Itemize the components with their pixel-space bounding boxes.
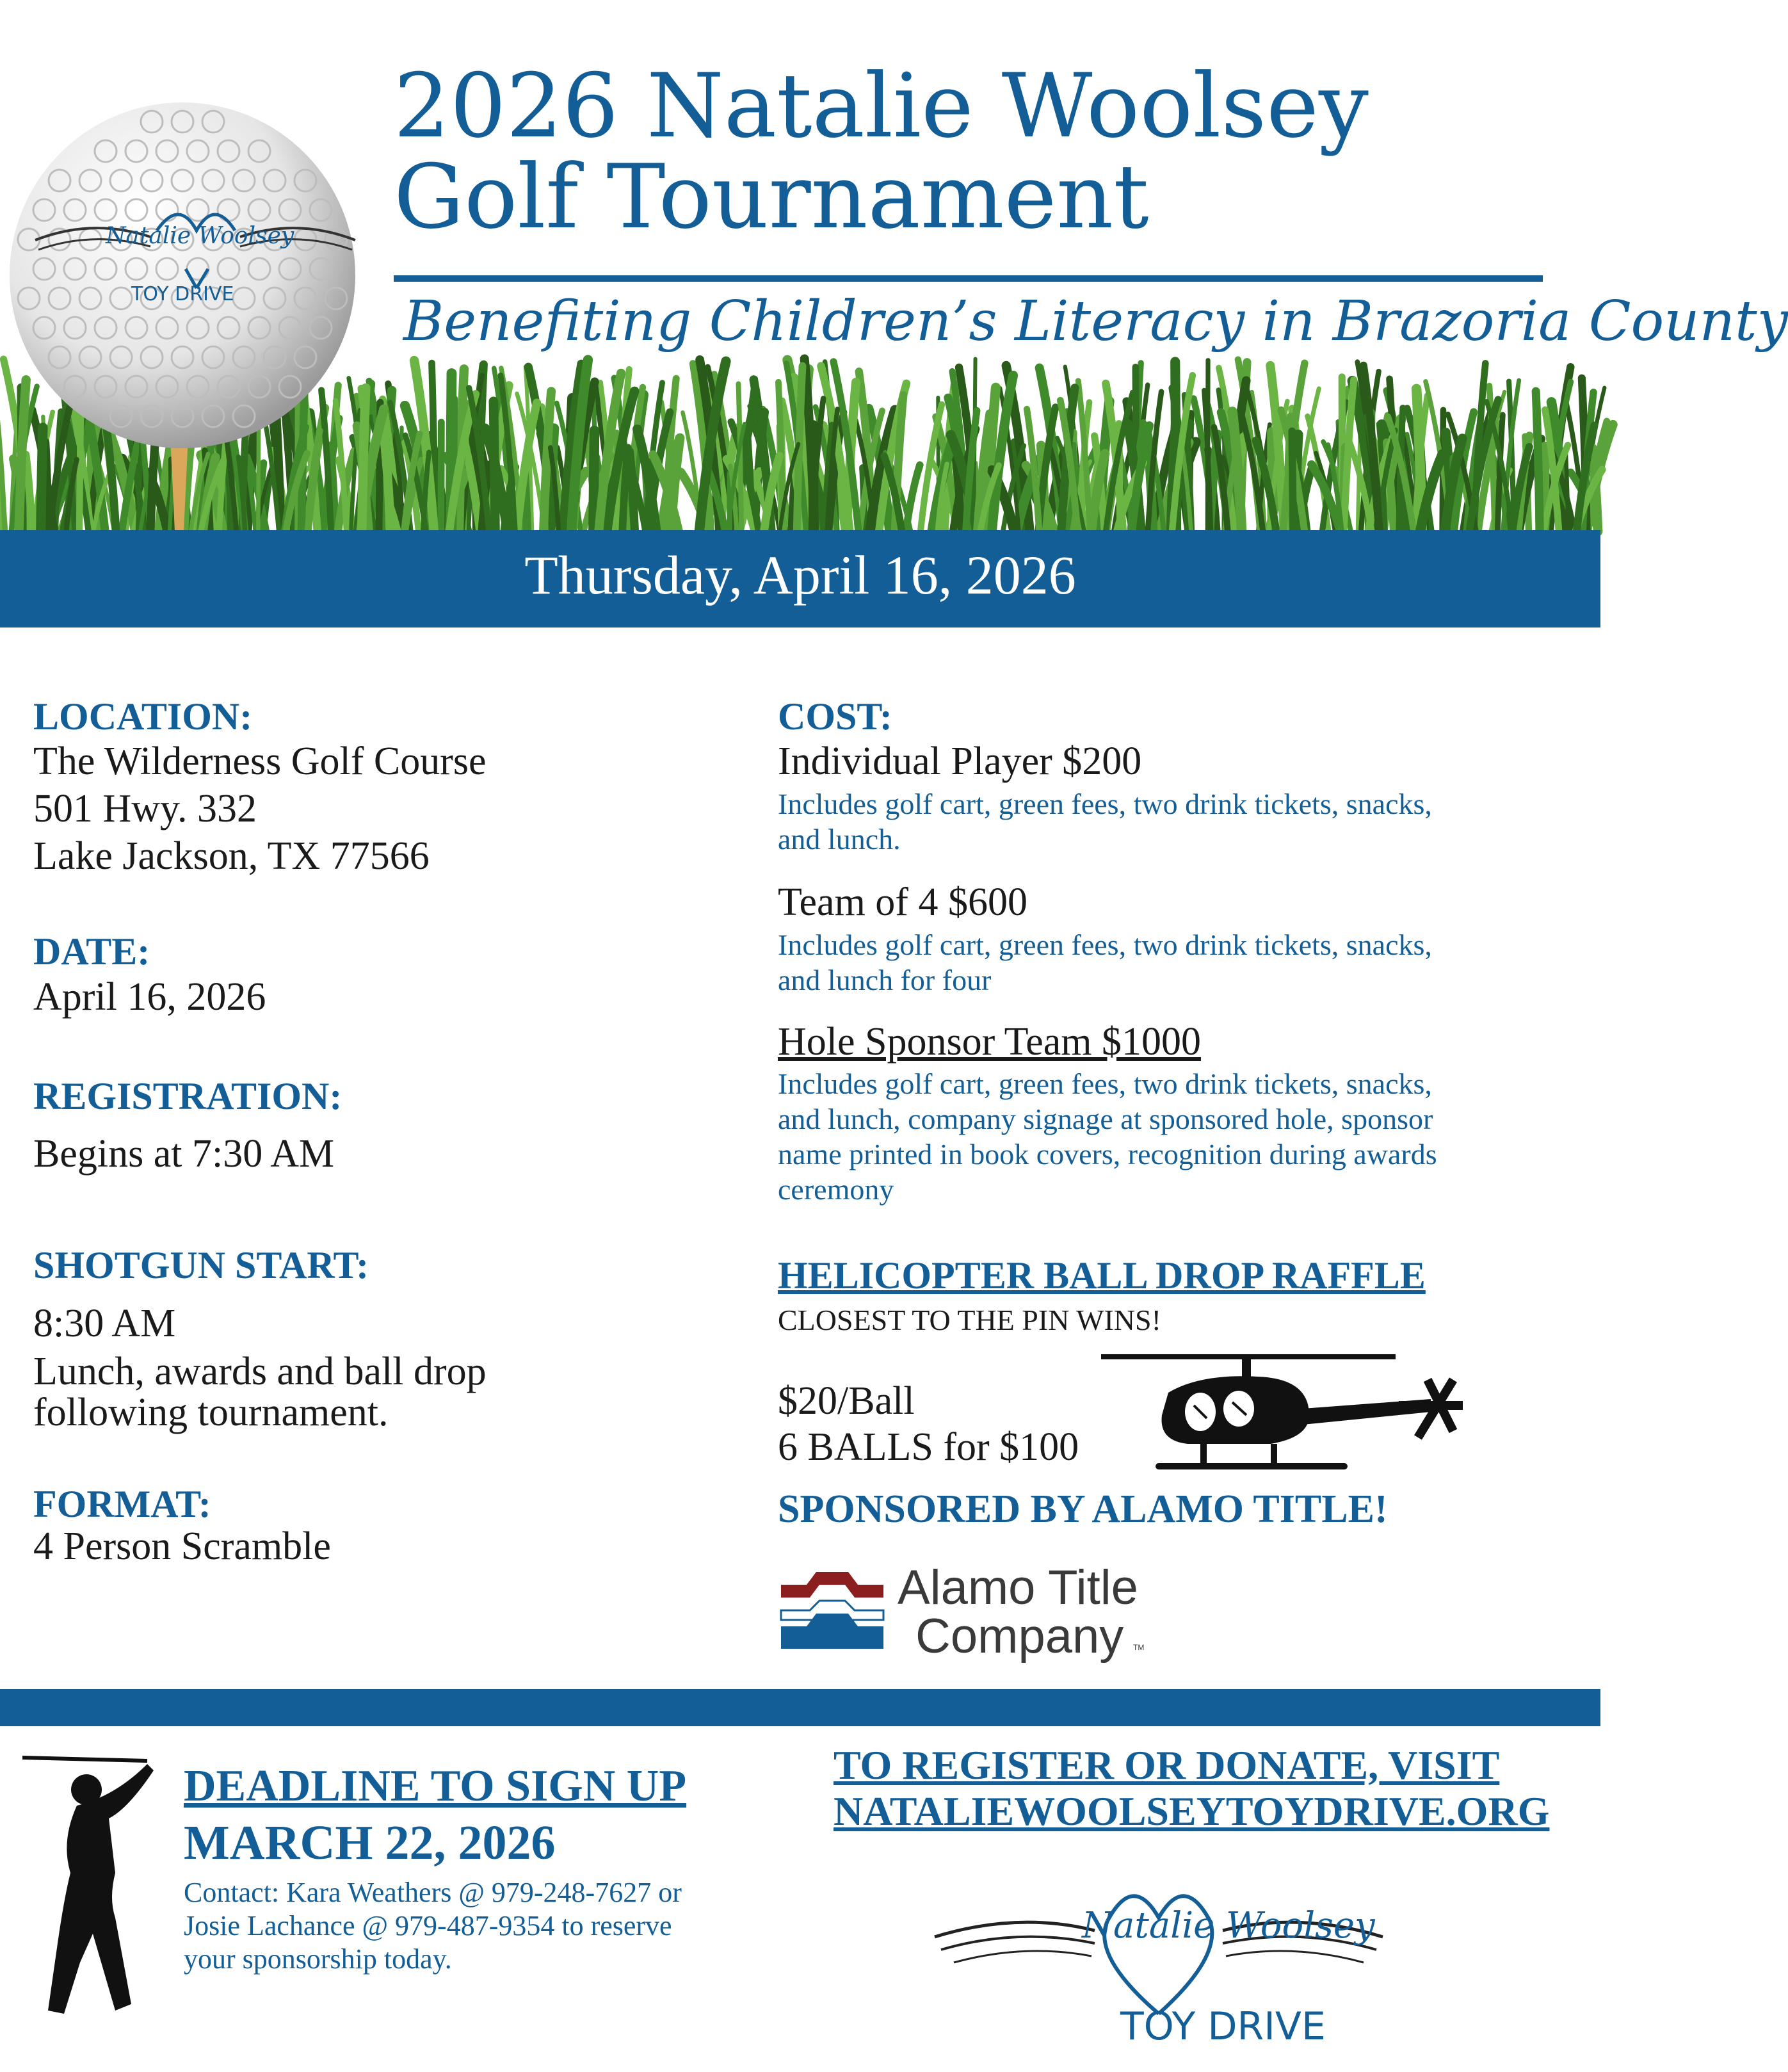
title-line-2: Golf Tournament — [394, 145, 1149, 248]
register-url-link[interactable]: NATALIEWOOLSEYTOYDRIVE.ORG — [834, 1788, 1550, 1834]
location-label: LOCATION: — [33, 695, 253, 738]
alamo-name-line-2: Company — [915, 1609, 1124, 1663]
raffle-title: HELICOPTER BALL DROP RAFFLE — [778, 1254, 1426, 1297]
raffle-price-2: 6 BALLS for $100 — [778, 1425, 1079, 1469]
grass-blade — [593, 430, 595, 531]
raffle-sponsor-line: SPONSORED BY ALAMO TITLE! — [778, 1487, 1388, 1531]
golfer-silhouette-icon — [19, 1751, 166, 2020]
location-line-3: Lake Jackson, TX 77566 — [33, 834, 430, 878]
contact-line-3: your sponsorship today. — [184, 1943, 452, 1975]
cost-item-desc — [778, 786, 1432, 857]
cost-item-title-hole-sponsor: Hole Sponsor Team $1000 — [778, 1020, 1201, 1064]
cost-item-desc-line: and lunch. — [778, 823, 901, 855]
cost-item-title: Individual Player $200 — [778, 740, 1142, 783]
deadline-line-1: DEADLINE TO SIGN UP — [184, 1761, 687, 1811]
grass-blade — [906, 465, 920, 531]
grass-blade — [1536, 391, 1540, 531]
cost-item-title: Team of 4 $600 — [778, 880, 1027, 924]
registration-value: Begins at 7:30 AM — [33, 1132, 335, 1176]
bottom-divider-band — [0, 1689, 1600, 1726]
helicopter-icon — [1098, 1348, 1476, 1476]
location-line-2: 501 Hwy. 332 — [33, 787, 257, 830]
date-banner-text: Thursday, April 16, 2026 — [524, 544, 1076, 606]
date-value: April 16, 2026 — [33, 975, 266, 1019]
logo-small-name: Natalie Woolsey — [106, 223, 294, 249]
cost-item-desc — [778, 927, 1432, 998]
raffle-subtitle: CLOSEST TO THE PIN WINS! — [778, 1304, 1161, 1336]
cost-item-desc-line: Includes golf cart, green fees, two drink tickets, snacks, — [778, 1067, 1432, 1100]
alamo-tm: TM — [1133, 1643, 1145, 1652]
logo-small-drive: TOY DRIVE — [131, 283, 234, 305]
location-block — [33, 738, 487, 880]
logo-large-name: Natalie Woolsey — [1082, 1905, 1375, 1947]
registration-label: REGISTRATION: — [33, 1075, 342, 1117]
page-title — [394, 54, 1369, 248]
format-label: FORMAT: — [33, 1483, 211, 1525]
alamo-title-logo-icon — [778, 1562, 887, 1652]
format-value: 4 Person Scramble — [33, 1525, 331, 1568]
register-line-1[interactable]: TO REGISTER OR DONATE, VISIT — [834, 1742, 1500, 1788]
alamo-name-line-1: Alamo Title — [898, 1560, 1138, 1615]
cost-item-desc — [778, 1066, 1437, 1207]
contact-line-2: Josie Lachance @ 979-487-9354 to reserve — [184, 1910, 672, 1941]
deadline-contact — [184, 1876, 682, 1976]
cost-item-desc-line: and lunch, company signage at sponsored hole, sponsor — [778, 1103, 1433, 1135]
shotgun-label: SHOTGUN START: — [33, 1244, 369, 1286]
shotgun-note-line-2: following tournament. — [33, 1391, 389, 1434]
grass-blade — [1566, 453, 1568, 531]
shotgun-time: 8:30 AM — [33, 1302, 176, 1345]
title-divider — [394, 275, 1543, 282]
grass-blade — [494, 401, 495, 531]
raffle-price-1: $20/Ball — [778, 1379, 915, 1423]
shotgun-note — [33, 1351, 487, 1433]
raffle-prices — [778, 1378, 1079, 1470]
cost-item-desc-line: and lunch for four — [778, 964, 992, 996]
date-label: DATE: — [33, 930, 150, 973]
contact-line-1: Contact: Kara Weathers @ 979-248-7627 or — [184, 1877, 682, 1908]
shotgun-note-line-1: Lunch, awards and ball drop — [33, 1350, 487, 1393]
title-line-1: 2026 Natalie Woolsey — [394, 54, 1369, 158]
subtitle: Benefiting Children’s Literacy in Brazoria County — [403, 289, 1788, 353]
location-line-1: The Wilderness Golf Course — [33, 740, 487, 783]
deadline-line-2: MARCH 22, 2026 — [184, 1816, 556, 1870]
logo-large-drive: TOY DRIVE — [1120, 2004, 1326, 2049]
cost-item-desc-line: name printed in book covers, recognition during awards — [778, 1138, 1437, 1170]
grass-blade — [362, 388, 366, 531]
cost-label: COST: — [778, 695, 892, 738]
cost-item-desc-line: Includes golf cart, green fees, two drink tickets, snacks, — [778, 788, 1432, 820]
grass-blade — [1292, 431, 1293, 531]
cost-item-desc-line: ceremony — [778, 1173, 894, 1206]
cost-item-desc-line: Includes golf cart, green fees, two drink tickets, snacks, — [778, 928, 1432, 961]
